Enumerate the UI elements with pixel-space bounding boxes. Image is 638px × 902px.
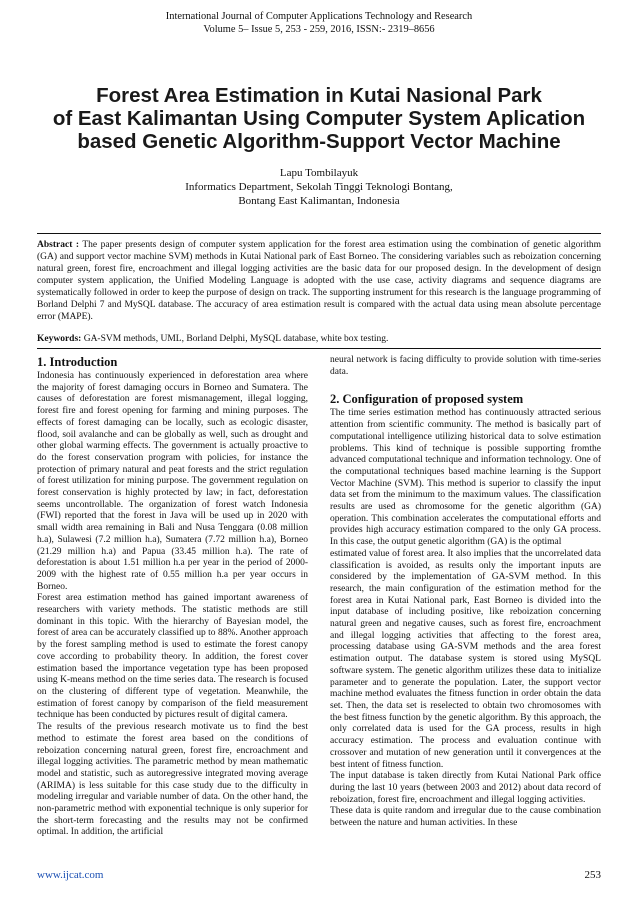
divider-top — [37, 233, 601, 234]
author-block — [0, 166, 638, 208]
left-column — [37, 355, 308, 839]
abstract-label: Abstract : — [37, 240, 80, 250]
divider-bottom — [37, 348, 601, 349]
abstract-text: The paper presents design of computer system application for the forest area estimation using the combination of genetic algorithm (GA) and support vector machine SVM) methods in Kutai National park of East Borneo. The considering variables such as reboization concerning natural green, forest fire, encroachment and illegal logging activities are the basic data for our proposed design. In the development of design computer system application, the Unified Modeling Language is adopted with the use case, activity diagrams and sequence diagrams are systematically followed in order to keep the purpose of design on track. The supporting instrument for this research is the language programming of Borland Delphi 7 and MySQL database. The accuracy of area estimation result is compared with the actual data using mean absolute percentage error (MAPE). — [37, 240, 601, 322]
keywords-text: GA-SVM methods, UML, Borland Delphi, MySQL database, white box testing. — [83, 334, 389, 344]
config-paragraph-3: The input database is taken directly from Kutai National Park office during the last 10 years (between 2003 and 2012) about data record of reboization, forest fire, encroachment and illegal logging activities. — [330, 771, 601, 805]
footer-link[interactable]: www.ijcat.com — [37, 869, 104, 881]
paper-title — [40, 84, 598, 153]
journal-header — [0, 10, 638, 36]
config-paragraph-2: estimated value of forest area. It also implies that the uncorrelated data classification is avoided, as results only the important inputs are considered by the implementation of GA-SVM method. In this research, the main configuration of the estimation method for the forest area in Kutai National park, East Borneo is divided into the input database of including positive, like reboization concerning natural green and negative causes, such as forest fire, encroachment and illegal logging activities that affecting to the forest area, processing database using GA-SVM methods and the area forest estimation output. The database system is stored using MySQL software system. The genetic algorithm utilizes these data to initialize parameter and to generate the population. Later, the support vector machine method evaluates the fitness function in order obtain the data set. Then, the data set is reselected to obtain two chromosomes with the best fitness function by the genetic algorithm. By this approach, the only correlated data is used for the GA process, results in high accuracy estimation. The process and evaluation continue with crossover and mutation of new generation until it convergences at the best intent of fitness function. — [330, 548, 601, 770]
author-affiliation-2: Bontang East Kalimantan, Indonesia — [238, 195, 400, 207]
config-paragraph-4: These data is quite random and irregular due to the cause combination between the nature and human activities. In these — [330, 806, 601, 829]
intro-paragraph-1: Indonesia has continuously experienced in deforestation area where the majority of forest damaging occurs in Borneo and Sumatera. The causes of deforestation are forest mismanagement, illegal logging, forest fire and forest opening for farming and mining purposes. The effects of forest damaging can be locally, such as ecologic disaster, flood, soil avalanche and can be globally as well, such as drought and other global warming effects. The government is actually proactive to do the forest conservation program with policies, for instance the protection of primary natural and peat forests and the strict regulation of forest utilization for mining purpose. The government regulation on forest conservation is highly protected by law; in fact, deforestation seems uncontrollable. The organization of forest watch Indonesia (FWI) reported that the forest in Java will be used up in 2020 with small width area remaining in Bali and Nusa Tenggara (0.08 million h.a), Sulawesi (7.2 million h.a), Sumatera (7.72 million h.a), Borneo (21.29 million h.a) and Papua (33.45 million h.a). The rate of deforestation is about 1.51 million h.a per year in the period of 2000-2009 with the highest rate of 0.55 million h.a per year occurs in Borneo. — [37, 371, 308, 592]
keywords — [37, 333, 601, 345]
page-number: 253 — [584, 869, 601, 881]
title-line-3: based Genetic Algorithm-Support Vector Machine — [77, 130, 561, 153]
author-affiliation-1: Informatics Department, Sekolah Tinggi Teknologi Bontang, — [185, 181, 453, 193]
section-2-heading: 2. Configuration of proposed system — [330, 392, 524, 407]
right-column — [330, 355, 601, 830]
config-paragraph-1: The time series estimation method has continuously attracted serious attention from scientific community. The method is basically part of computational intelligence utilizing historical data to solve estimation problems. This kind of technique is possible supporting fromthe advanced computational technique and information technology. One of the computational techniques based machine learning is the Support Vector Machine (SVM). This method is superior to classify the input data set from the minimum to the maximum values. The classification results are used as chromosome for the genetic algorithm (GA) operation. This combination accelerates the computational efforts and provides high accuracy estimation compared to the only GA process. In this case, the output genetic algorithm (GA) is the optimal — [330, 408, 601, 548]
title-line-2: of East Kalimantan Using Computer System Aplication — [52, 107, 586, 130]
intro-paragraph-2: Forest area estimation method has gained important awareness of researchers with variety methods. The statistic methods are still dominant in this topic. With the hierarchy of Bayesian model, the forest of area can be accurately classified up to 88%. Another approach by the forest sampling method is used to estimate the forest canopy cove according to probability theory. In addition, the forest cover estimation based the importance vegetation type has been proposed using K-means method on the time series data. The research is focused on the clustering of different type of vegetation. Meanwhile, the estimation of forest canopy by comparison of the field measurement technique has been conducted by pictures result of digital camera. — [37, 593, 308, 721]
keywords-label: Keywords: — [37, 334, 82, 344]
intro-paragraph-3: The results of the previous research motivate us to find the best method to estimate the forest area based on the conditions of reboization concerning natural green, forest fire, encroachment and illegal logging activities. The parametric method by mean mathematic model and statistic, such as autoregressive integrated moving average (ARIMA) is less suitable for this case study due to the difficulty in modeling irregular and variable number of data. On the other hand, the non-parametric method with exponential technique is only superior for the short-term forecasting and the results may not be confirmed optimal. In addition, the artificial — [37, 722, 308, 838]
author-name: Lapu Tombilayuk — [279, 167, 359, 179]
section-1-heading: 1. Introduction — [37, 355, 118, 369]
journal-volume: Volume 5– Issue 5, 253 - 259, 2016, ISSN:- 2319–8656 — [203, 24, 435, 35]
abstract — [37, 239, 601, 323]
intro-continuation: neural network is facing difficulty to provide solution with time-series data. — [330, 355, 601, 377]
title-line-1: Forest Area Estimation in Kutai Nasional Park — [96, 84, 542, 107]
journal-name: International Journal of Computer Applications Technology and Research — [165, 11, 473, 22]
